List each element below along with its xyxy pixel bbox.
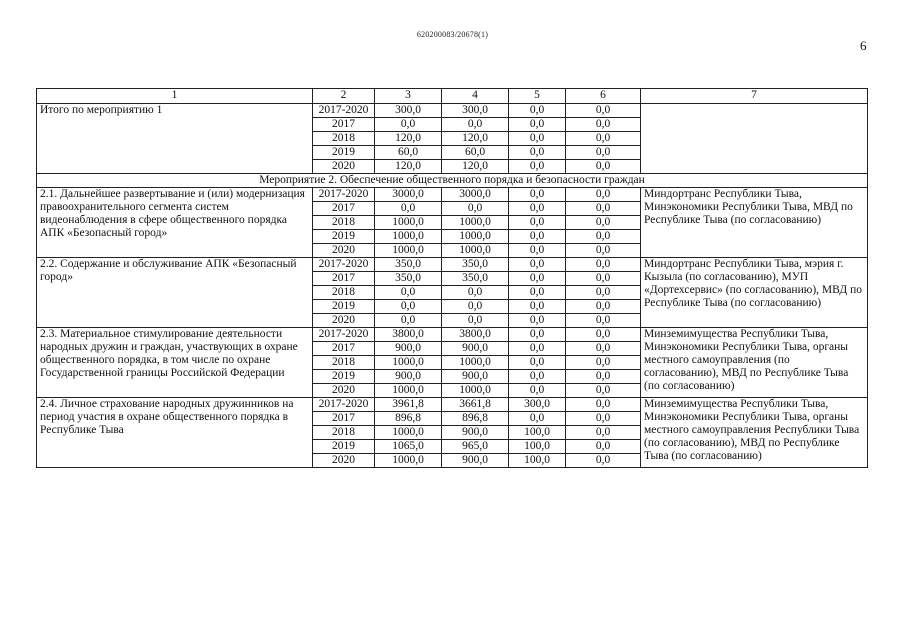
amount-cell: 300,0 xyxy=(509,398,566,412)
amount-cell: 1000,0 xyxy=(442,356,509,370)
activities-table xyxy=(36,88,868,468)
responsible-executors xyxy=(641,104,868,174)
amount-cell: 0,0 xyxy=(566,342,641,356)
amount-cell: 300,0 xyxy=(375,104,442,118)
amount-cell: 350,0 xyxy=(375,272,442,286)
period-cell: 2019 xyxy=(313,370,375,384)
amount-cell: 0,0 xyxy=(566,454,641,468)
column-number: 5 xyxy=(509,89,566,104)
period-cell: 2017 xyxy=(313,272,375,286)
amount-cell: 300,0 xyxy=(442,104,509,118)
amount-cell: 3000,0 xyxy=(442,188,509,202)
column-number-row xyxy=(37,89,868,104)
amount-cell: 1000,0 xyxy=(442,384,509,398)
amount-cell: 100,0 xyxy=(509,454,566,468)
amount-cell: 0,0 xyxy=(566,370,641,384)
amount-cell: 900,0 xyxy=(442,370,509,384)
amount-cell: 1000,0 xyxy=(375,356,442,370)
amount-cell: 60,0 xyxy=(375,146,442,160)
amount-cell: 0,0 xyxy=(509,146,566,160)
amount-cell: 1065,0 xyxy=(375,440,442,454)
amount-cell: 0,0 xyxy=(566,146,641,160)
amount-cell: 900,0 xyxy=(442,426,509,440)
amount-cell: 0,0 xyxy=(509,230,566,244)
amount-cell: 900,0 xyxy=(375,370,442,384)
responsible-executors: Миндортранс Республики Тыва, мэрия г. Кызыла (по согласованию), МУП «Дортехсервис» (по согласованию), МВД по Республике Тыва (по согласованию) xyxy=(641,258,868,328)
period-cell: 2019 xyxy=(313,440,375,454)
amount-cell: 350,0 xyxy=(442,272,509,286)
amount-cell: 896,8 xyxy=(375,412,442,426)
amount-cell: 3961,8 xyxy=(375,398,442,412)
amount-cell: 0,0 xyxy=(566,216,641,230)
amount-cell: 0,0 xyxy=(566,300,641,314)
amount-cell: 0,0 xyxy=(566,426,641,440)
amount-cell: 0,0 xyxy=(566,202,641,216)
table-row xyxy=(37,258,868,272)
period-cell: 2017-2020 xyxy=(313,328,375,342)
amount-cell: 3800,0 xyxy=(375,328,442,342)
amount-cell: 0,0 xyxy=(566,244,641,258)
amount-cell: 1000,0 xyxy=(375,230,442,244)
amount-cell: 900,0 xyxy=(442,454,509,468)
amount-cell: 0,0 xyxy=(509,216,566,230)
period-cell: 2019 xyxy=(313,230,375,244)
amount-cell: 900,0 xyxy=(375,342,442,356)
period-cell: 2018 xyxy=(313,132,375,146)
amount-cell: 0,0 xyxy=(509,272,566,286)
column-number: 3 xyxy=(375,89,442,104)
column-number: 2 xyxy=(313,89,375,104)
amount-cell: 3000,0 xyxy=(375,188,442,202)
amount-cell: 0,0 xyxy=(442,314,509,328)
period-cell: 2017-2020 xyxy=(313,104,375,118)
amount-cell: 0,0 xyxy=(375,286,442,300)
amount-cell: 1000,0 xyxy=(375,244,442,258)
amount-cell: 0,0 xyxy=(509,286,566,300)
amount-cell: 0,0 xyxy=(509,104,566,118)
section-title: Мероприятие 2. Обеспечение общественного порядка и безопасности граждан xyxy=(37,174,868,188)
amount-cell: 0,0 xyxy=(566,258,641,272)
responsible-executors: Минземимущества Республики Тыва, Минэкономики Республики Тыва, органы местного самоуправления Республики Тыва (по согласованию), МВД по Республике Тыва (по согласованию) xyxy=(641,398,868,468)
amount-cell: 0,0 xyxy=(509,202,566,216)
amount-cell: 120,0 xyxy=(442,132,509,146)
column-number: 1 xyxy=(37,89,313,104)
period-cell: 2020 xyxy=(313,160,375,174)
amount-cell: 1000,0 xyxy=(375,454,442,468)
amount-cell: 0,0 xyxy=(566,328,641,342)
table-row xyxy=(37,188,868,202)
amount-cell: 0,0 xyxy=(509,132,566,146)
amount-cell: 1000,0 xyxy=(442,216,509,230)
amount-cell: 0,0 xyxy=(509,412,566,426)
period-cell: 2017 xyxy=(313,412,375,426)
amount-cell: 0,0 xyxy=(566,118,641,132)
amount-cell: 120,0 xyxy=(442,160,509,174)
amount-cell: 0,0 xyxy=(509,356,566,370)
period-cell: 2018 xyxy=(313,426,375,440)
amount-cell: 0,0 xyxy=(509,160,566,174)
activity-name: 2.3. Материальное стимулирование деятельности народных дружин и граждан, участвующих в охране общественного порядка, в том числе по охране Государственной границы Российской Федерации xyxy=(37,328,313,398)
responsible-executors: Минземимущества Республики Тыва, Минэкономики Республики Тыва, органы местного самоуправления (по согласованию), МВД по Республике Тыва (по согласованию) xyxy=(641,328,868,398)
amount-cell: 100,0 xyxy=(509,440,566,454)
period-cell: 2019 xyxy=(313,146,375,160)
amount-cell: 1000,0 xyxy=(442,230,509,244)
period-cell: 2017-2020 xyxy=(313,188,375,202)
amount-cell: 0,0 xyxy=(566,132,641,146)
period-cell: 2018 xyxy=(313,216,375,230)
amount-cell: 0,0 xyxy=(509,118,566,132)
amount-cell: 0,0 xyxy=(442,202,509,216)
table-row xyxy=(37,104,868,118)
amount-cell: 350,0 xyxy=(375,258,442,272)
period-cell: 2017 xyxy=(313,118,375,132)
amount-cell: 965,0 xyxy=(442,440,509,454)
amount-cell: 0,0 xyxy=(566,160,641,174)
period-cell: 2017-2020 xyxy=(313,398,375,412)
amount-cell: 0,0 xyxy=(509,328,566,342)
amount-cell: 0,0 xyxy=(566,104,641,118)
amount-cell: 120,0 xyxy=(375,132,442,146)
amount-cell: 0,0 xyxy=(509,188,566,202)
period-cell: 2020 xyxy=(313,244,375,258)
amount-cell: 0,0 xyxy=(566,384,641,398)
period-cell: 2020 xyxy=(313,454,375,468)
amount-cell: 1000,0 xyxy=(375,216,442,230)
amount-cell: 900,0 xyxy=(442,342,509,356)
period-cell: 2019 xyxy=(313,300,375,314)
amount-cell: 1000,0 xyxy=(375,426,442,440)
amount-cell: 3661,8 xyxy=(442,398,509,412)
amount-cell: 0,0 xyxy=(442,286,509,300)
activity-name: 2.1. Дальнейшее развертывание и (или) модернизация правоохранительного сегмента систем видеонаблюдения в сфере общественного порядка АПК «Безопасный город» xyxy=(37,188,313,258)
amount-cell: 0,0 xyxy=(566,286,641,300)
amount-cell: 896,8 xyxy=(442,412,509,426)
amount-cell: 0,0 xyxy=(509,370,566,384)
table-row xyxy=(37,328,868,342)
amount-cell: 0,0 xyxy=(566,412,641,426)
period-cell: 2017 xyxy=(313,202,375,216)
amount-cell: 0,0 xyxy=(566,230,641,244)
column-number: 7 xyxy=(641,89,868,104)
column-number: 4 xyxy=(442,89,509,104)
activity-name: 2.4. Личное страхование народных дружинников на период участия в охране общественного порядка в Республике Тыва xyxy=(37,398,313,468)
amount-cell: 0,0 xyxy=(442,118,509,132)
page-number: 6 xyxy=(860,38,867,53)
amount-cell: 0,0 xyxy=(375,202,442,216)
amount-cell: 350,0 xyxy=(442,258,509,272)
period-cell: 2018 xyxy=(313,356,375,370)
document-id: 620200083/20678(1) xyxy=(416,30,489,39)
amount-cell: 0,0 xyxy=(509,384,566,398)
period-cell: 2020 xyxy=(313,384,375,398)
amount-cell: 0,0 xyxy=(566,398,641,412)
amount-cell: 0,0 xyxy=(509,314,566,328)
amount-cell: 0,0 xyxy=(509,300,566,314)
amount-cell: 1000,0 xyxy=(442,244,509,258)
table-row xyxy=(37,398,868,412)
activity-name: 2.2. Содержание и обслуживание АПК «Безопасный город» xyxy=(37,258,313,328)
amount-cell: 0,0 xyxy=(566,188,641,202)
activity-name: Итого по мероприятию 1 xyxy=(37,104,313,174)
responsible-executors: Миндортранс Республики Тыва, Минэкономики Республики Тыва, МВД по Республике Тыва (по согласованию) xyxy=(641,188,868,258)
amount-cell: 0,0 xyxy=(509,244,566,258)
amount-cell: 1000,0 xyxy=(375,384,442,398)
section-row xyxy=(37,174,868,188)
amount-cell: 60,0 xyxy=(442,146,509,160)
amount-cell: 0,0 xyxy=(566,356,641,370)
amount-cell: 0,0 xyxy=(509,258,566,272)
column-number: 6 xyxy=(566,89,641,104)
period-cell: 2017 xyxy=(313,342,375,356)
amount-cell: 0,0 xyxy=(509,342,566,356)
amount-cell: 0,0 xyxy=(375,118,442,132)
period-cell: 2020 xyxy=(313,314,375,328)
amount-cell: 0,0 xyxy=(566,440,641,454)
amount-cell: 3800,0 xyxy=(442,328,509,342)
amount-cell: 120,0 xyxy=(375,160,442,174)
period-cell: 2018 xyxy=(313,286,375,300)
amount-cell: 0,0 xyxy=(375,300,442,314)
period-cell: 2017-2020 xyxy=(313,258,375,272)
amount-cell: 0,0 xyxy=(566,272,641,286)
amount-cell: 0,0 xyxy=(442,300,509,314)
amount-cell: 0,0 xyxy=(566,314,641,328)
amount-cell: 100,0 xyxy=(509,426,566,440)
amount-cell: 0,0 xyxy=(375,314,442,328)
